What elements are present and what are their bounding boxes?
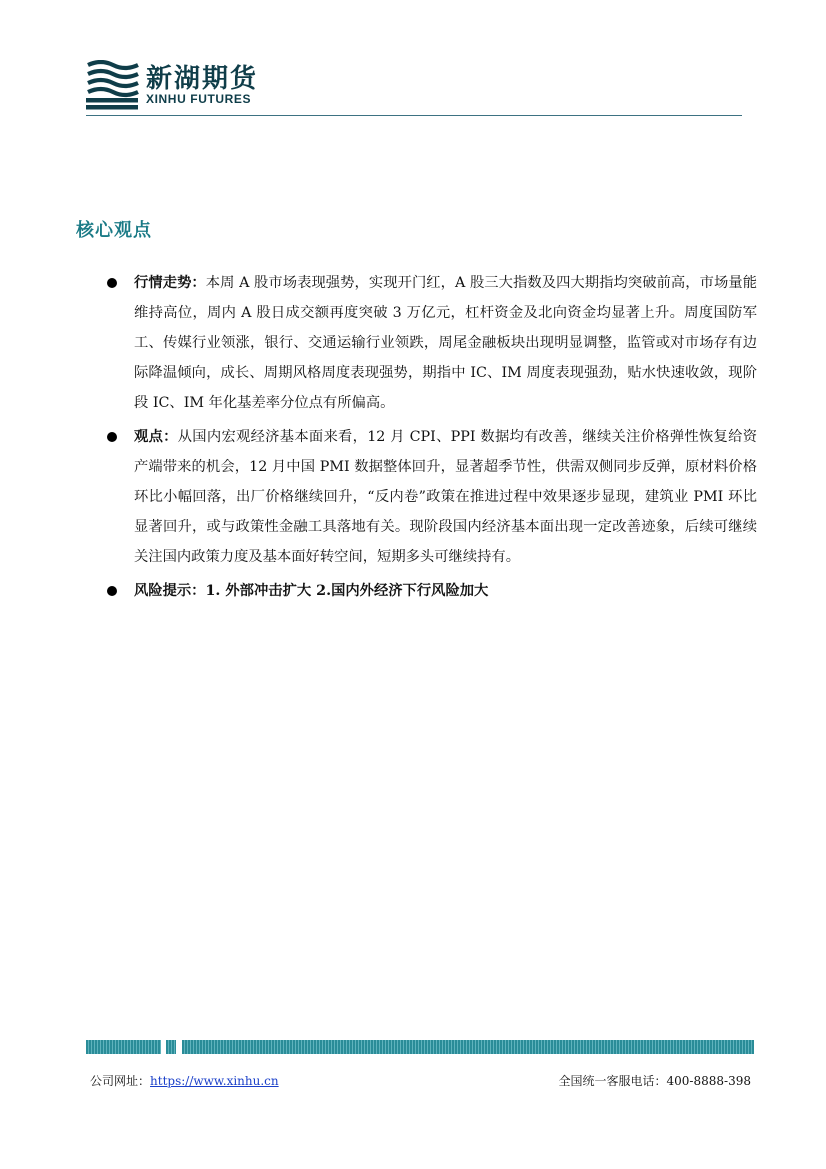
footer-website [90,1072,279,1089]
point-text: 本周 A 股市场表现强势，实现开门红，A 股三大指数及四大期指均突破前高，市场量能维持高位，周内 A 股日成交额再度突破 3 万亿元，杠杆资金及北向资金均显著上升。周度国防军工、传媒行业领涨，银行、交通运输行业领跌，周尾金融板块出现明显调整，监管或对市场存有边际降温倾向，成长、周期风格周度表现强势，期指中 IC、IM 周度表现强劲，贴水快速收敛，现阶段 IC、IM 年化基差率分位点有所偏高。 [134,275,757,411]
list-item [107,268,757,418]
point-label: 行情走势： [134,275,206,291]
logo-chinese-name: 新湖期货 [146,64,259,94]
bullet-icon [107,586,117,596]
bullet-icon [107,278,117,288]
company-logo [86,60,336,110]
bullet-icon [107,432,117,442]
section-title: 核心观点 [76,220,152,241]
point-text: 从国内宏观经济基本面来看，12 月 CPI、PPI 数据均有改善，继续关注价格弹性恢复给资产端带来的机会，12 月中国 PMI 数据整体回升，显著超季节性，供需双侧同步反弹，原材料价格环比小幅回落，出厂价格继续回升，“反内卷”政策在推进过程中效果逐步显现，建筑业 PMI 环比显著回升，或与政策性金融工具落地有关。现阶段国内经济基本面出现一定改善迹象，后续可继续关注国内政策力度及基本面好转空间，短期多头可继续持有。 [134,429,758,565]
website-label: 公司网址： [90,1074,151,1088]
footer-decorative-bar [86,1040,754,1054]
website-link[interactable]: https://www.xinhu.cn [150,1074,279,1088]
list-item [107,576,757,606]
point-text: 1. 外部冲击扩大 2.国内外经济下行风险加大 [205,583,489,599]
header-divider [86,115,742,116]
point-label: 观点： [134,429,178,445]
list-item [107,422,757,572]
waves-logo-icon [86,60,140,110]
page-header [0,0,826,120]
logo-english-name: XINHU FUTURES [146,92,252,106]
core-points-list [107,268,757,610]
point-label: 风险提示： [134,583,206,599]
footer-hotline: 全国统一客服电话：400-8888-398 [558,1074,751,1088]
